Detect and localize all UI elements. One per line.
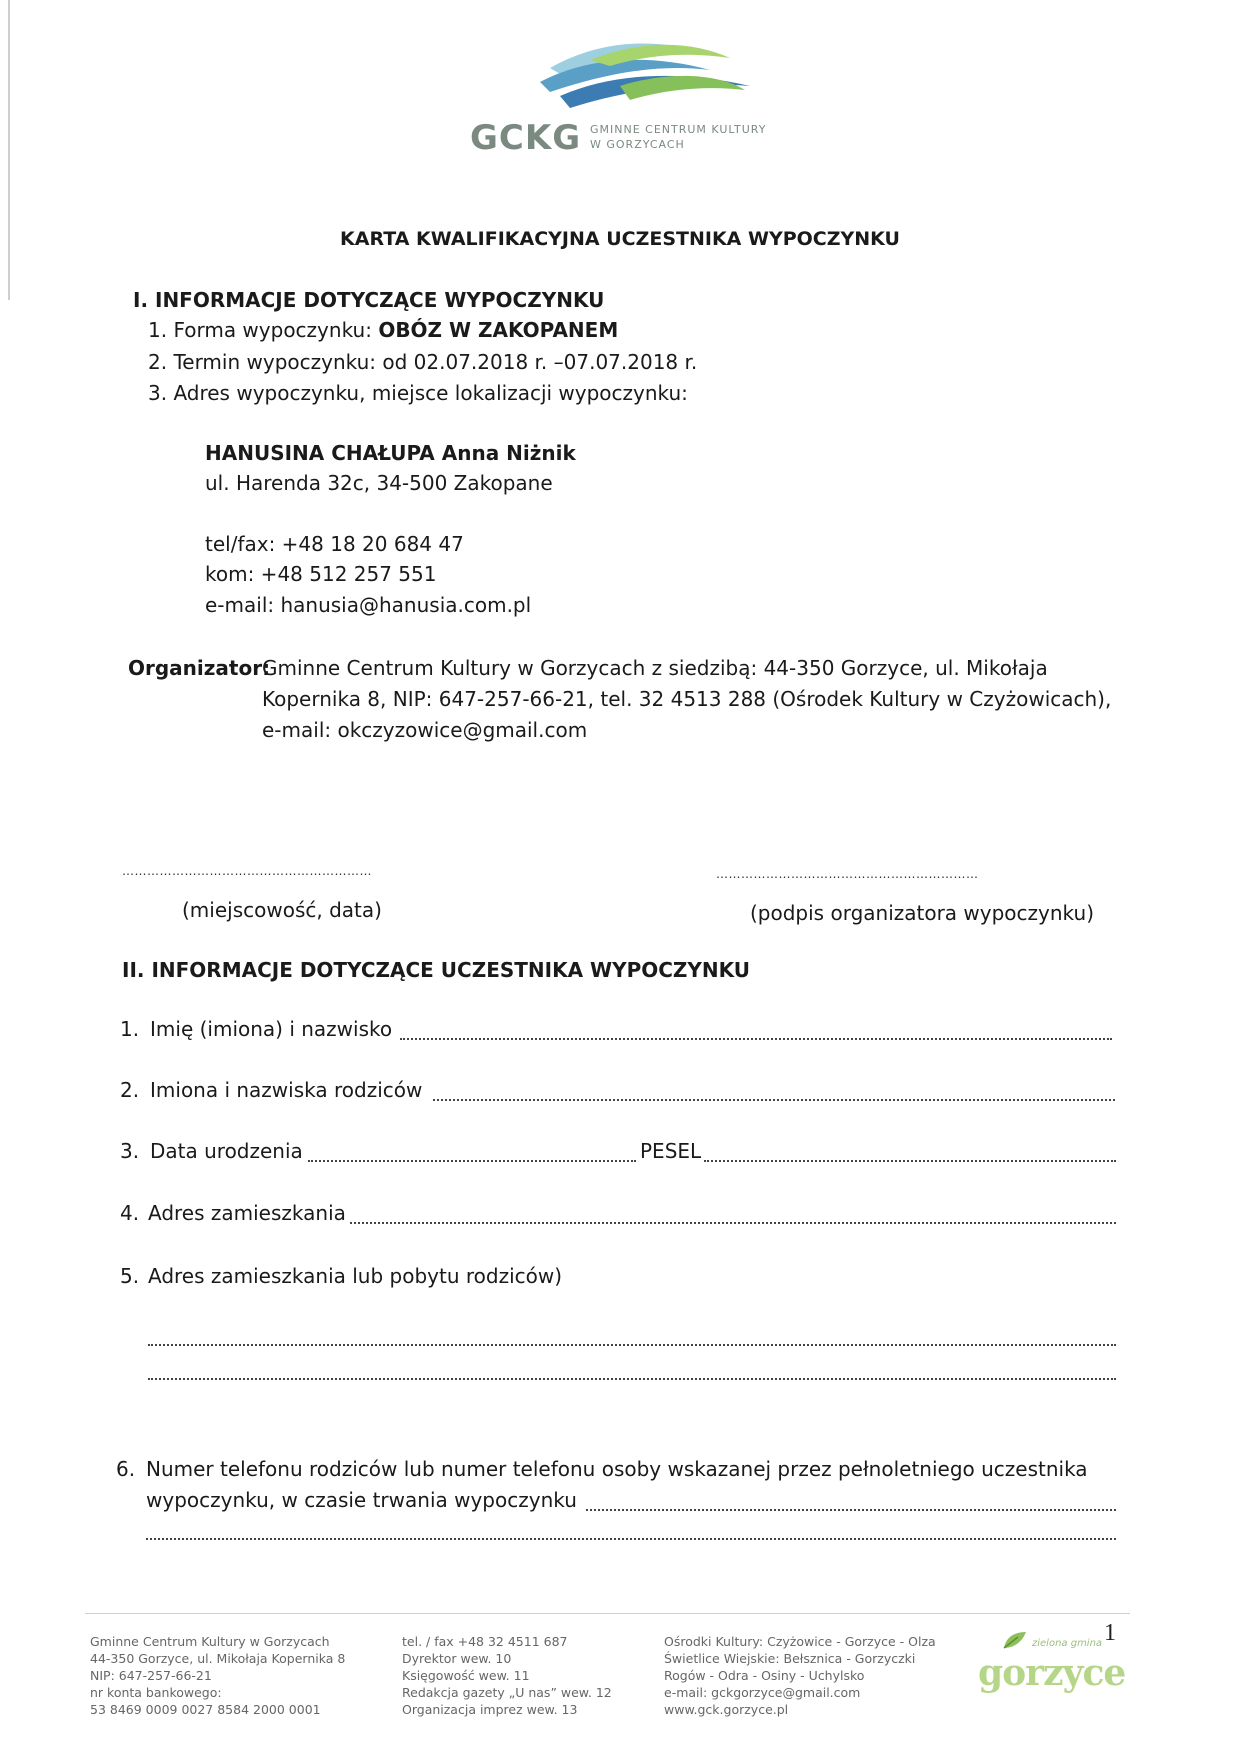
footer-line: NIP: 647-257-66-21 — [90, 1668, 212, 1683]
field-phone-line1[interactable] — [586, 1509, 1116, 1511]
footer-line: Redakcja gazety „U nas” wew. 12 — [402, 1685, 612, 1700]
logo-waves-icon — [530, 30, 760, 115]
venue-name: HANUSINA CHAŁUPA Anna Niżnik — [205, 441, 576, 465]
leaf-icon — [1000, 1628, 1030, 1652]
field-name-number: 1. — [120, 1017, 140, 1041]
field-name-label: Imię (imiona) i nazwisko — [150, 1017, 393, 1041]
field-parents-address-line1[interactable] — [148, 1344, 1116, 1346]
footer-line: Organizacja imprez wew. 13 — [402, 1702, 578, 1717]
footer-line: 53 8469 0009 0027 8584 2000 0001 — [90, 1702, 321, 1717]
footer-col-1 — [90, 1633, 345, 1718]
venue-mobile: kom: +48 512 257 551 — [205, 562, 437, 586]
footer-line: e-mail: gckgorzyce@gmail.com — [664, 1685, 861, 1700]
section1-item3: 3. Adres wypoczynku, miejsce lokalizacji wypoczynku: — [148, 381, 688, 405]
page-title: KARTA KWALIFIKACYJNA UCZESTNIKA WYPOCZYNKU — [340, 228, 900, 250]
scan-edge — [8, 0, 10, 300]
page-number: 1 — [1104, 1620, 1116, 1646]
signature-line-right: ……………………………………………………… — [716, 867, 979, 881]
footer-divider — [85, 1613, 1130, 1614]
logo-abbr: GCKG — [470, 118, 582, 158]
field-address-line[interactable] — [350, 1222, 1116, 1224]
field-parents-address-label: Adres zamieszkania lub pobytu rodziców) — [148, 1264, 563, 1288]
field-phone-label-line2: wypoczynku, w czasie trwania wypoczynku — [146, 1488, 577, 1512]
field-birthdate-line[interactable] — [308, 1160, 636, 1162]
footer-col-2 — [402, 1633, 612, 1718]
footer-line: Księgowość wew. 11 — [402, 1668, 530, 1683]
organizer-line2: Kopernika 8, NIP: 647-257-66-21, tel. 32 4513 288 (Ośrodek Kultury w Czyżowicach), — [262, 687, 1112, 711]
field-phone-line2[interactable] — [146, 1538, 1116, 1540]
item1-label: 1. Forma wypoczynku: — [148, 318, 372, 342]
logo-name-line1: GMINNE CENTRUM KULTURY — [590, 123, 767, 136]
footer-line: Dyrektor wew. 10 — [402, 1651, 512, 1666]
section1-item2: 2. Termin wypoczynku: od 02.07.2018 r. –07.07.2018 r. — [148, 350, 698, 374]
brand-name: gorzyce — [978, 1652, 1126, 1694]
organizer-line1: Gminne Centrum Kultury w Gorzycach z siedzibą: 44-350 Gorzyce, ul. Mikołaja — [262, 656, 1048, 680]
field-parents-number: 2. — [120, 1078, 140, 1102]
field-parents-line[interactable] — [433, 1099, 1115, 1101]
place-date-caption: (miejscowość, data) — [182, 898, 382, 922]
venue-street: ul. Harenda 32c, 34-500 Zakopane — [205, 471, 553, 495]
brand-small: zielona gmina — [1032, 1638, 1103, 1649]
field-parents-label: Imiona i nazwiska rodziców — [150, 1078, 423, 1102]
footer-line: www.gck.gorzyce.pl — [664, 1702, 789, 1717]
field-phone-label-line1: Numer telefonu rodziców lub numer telefonu osoby wskazanej przez pełnoletniego uczestnika — [146, 1457, 1088, 1481]
field-phone-number: 6. — [116, 1457, 136, 1481]
item1-value: OBÓZ W ZAKOPANEM — [378, 318, 619, 342]
footer-line: nr konta bankowego: — [90, 1685, 222, 1700]
organizer-signature-caption: (podpis organizatora wypoczynku) — [750, 901, 1094, 925]
footer-line: tel. / fax +48 32 4511 687 — [402, 1634, 568, 1649]
field-pesel-label: PESEL — [640, 1139, 702, 1163]
section1-item1 — [148, 318, 618, 342]
organizer-label: Organizator: — [128, 656, 271, 680]
field-pesel-line[interactable] — [704, 1160, 1116, 1162]
field-birthdate-label: Data urodzenia — [150, 1139, 303, 1163]
signature-line-left: …………………………………………………… — [122, 864, 372, 878]
venue-tel: tel/fax: +48 18 20 684 47 — [205, 532, 464, 556]
footer-line: 44-350 Gorzyce, ul. Mikołaja Kopernika 8 — [90, 1651, 346, 1666]
organizer-line3: e-mail: okczyzowice@gmail.com — [262, 718, 588, 742]
logo-name-line2: W GORZYCACH — [590, 138, 685, 151]
field-address-number: 4. — [120, 1201, 140, 1225]
venue-email: e-mail: hanusia@hanusia.com.pl — [205, 593, 532, 617]
section1-heading: I. INFORMACJE DOTYCZĄCE WYPOCZYNKU — [133, 288, 605, 312]
field-parents-address-number: 5. — [120, 1264, 140, 1288]
footer-line: Rogów - Odra - Osiny - Uchylsko — [664, 1668, 865, 1683]
footer-line: Gminne Centrum Kultury w Gorzycach — [90, 1634, 330, 1649]
field-name-line[interactable] — [400, 1038, 1112, 1040]
footer-line: Świetlice Wiejskie: Bełsznica - Gorzyczki — [664, 1651, 916, 1666]
footer-line: Ośrodki Kultury: Czyżowice - Gorzyce - Olza — [664, 1634, 936, 1649]
footer-col-3 — [664, 1633, 936, 1718]
field-birthdate-number: 3. — [120, 1139, 140, 1163]
field-address-label: Adres zamieszkania — [148, 1201, 346, 1225]
section2-heading: II. INFORMACJE DOTYCZĄCE UCZESTNIKA WYPOCZYNKU — [122, 958, 751, 982]
field-parents-address-line2[interactable] — [148, 1378, 1116, 1380]
